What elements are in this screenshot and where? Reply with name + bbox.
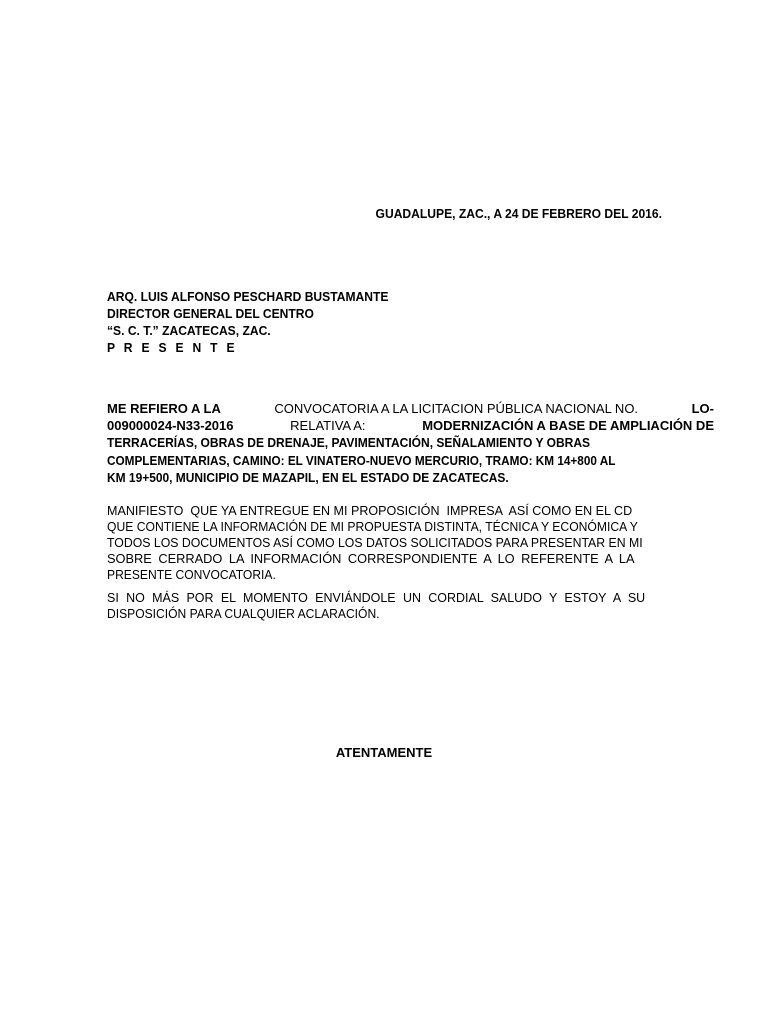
paragraph-line <box>107 567 714 583</box>
paragraph-line <box>107 606 714 622</box>
place-date: GUADALUPE, ZAC., A 24 DE FEBRERO DEL 2016. <box>375 206 662 221</box>
text-bold: ME REFIERO A LA <box>107 401 221 416</box>
paragraph-line <box>107 434 714 451</box>
paragraph-line <box>107 503 714 519</box>
recipient-org: “S. C. T.” ZACATECAS, ZAC. <box>107 323 271 338</box>
text-regular: DISPOSICIÓN PARA CUALQUIER ACLARACIÓN. <box>107 606 380 621</box>
text-bold: KM 19+500, MUNICIPIO DE MAZAPIL, EN EL ESTADO DE ZACATECAS. <box>107 469 509 485</box>
text-regular: QUE CONTIENE LA INFORMACIÓN DE MI PROPUESTA DISTINTA, TÉCNICA Y ECONÓMICA Y <box>107 519 638 534</box>
text-bold: 009000024-N33-2016 <box>107 418 234 434</box>
text-bold: LO- <box>691 401 714 416</box>
paragraph-line <box>107 551 714 567</box>
paragraph-line <box>107 519 714 535</box>
text-bold: MODERNIZACIÓN A BASE DE AMPLIACIÓN DE <box>422 418 714 434</box>
paragraph-line <box>107 417 714 434</box>
paragraph-closing <box>107 590 714 622</box>
text-regular: MANIFIESTO QUE YA ENTREGUE EN MI PROPOSICIÓN IMPRESA ASÍ COMO EN EL CD <box>107 503 633 518</box>
signoff-block <box>0 745 768 760</box>
text-regular: SI NO MÁS POR EL MOMENTO ENVIÁNDOLE UN CORDIAL SALUDO Y ESTOY A SU <box>107 590 646 605</box>
text-regular: RELATIVA A: <box>290 418 366 434</box>
text-regular: CONVOCATORIA A LA LICITACION PÚBLICA NACIONAL NO. <box>274 401 639 416</box>
presente-line: P R E S E N T E <box>107 340 238 355</box>
text-bold: TERRACERÍAS, OBRAS DE DRENAJE, PAVIMENTACIÓN, SEÑALAMIENTO Y OBRAS <box>107 435 591 451</box>
paragraph-line <box>107 590 714 606</box>
signoff-text: ATENTAMENTE <box>335 745 433 760</box>
paragraph-line <box>107 452 714 469</box>
paragraph-line <box>107 469 714 486</box>
recipient-name: ARQ. LUIS ALFONSO PESCHARD BUSTAMANTE <box>107 289 389 304</box>
recipient-title: DIRECTOR GENERAL DEL CENTRO <box>107 306 314 321</box>
text-regular: PRESENTE CONVOCATORIA. <box>107 567 276 582</box>
paragraph-manifest <box>107 503 714 583</box>
paragraph-line <box>107 400 714 417</box>
text-regular: TODOS LOS DOCUMENTOS ASÍ COMO LOS DATOS SOLICITADOS PARA PRESENTAR EN MI <box>107 535 643 550</box>
recipient-block <box>107 288 410 356</box>
paragraph-reference <box>107 400 714 486</box>
paragraph-line <box>107 535 714 551</box>
text-bold: COMPLEMENTARIAS, CAMINO: EL VINATERO-NUEVO MERCURIO, TRAMO: KM 14+800 AL <box>107 452 616 468</box>
text-regular: SOBRE CERRADO LA INFORMACIÓN CORRESPONDIENTE A LO REFERENTE A LA <box>107 551 635 566</box>
